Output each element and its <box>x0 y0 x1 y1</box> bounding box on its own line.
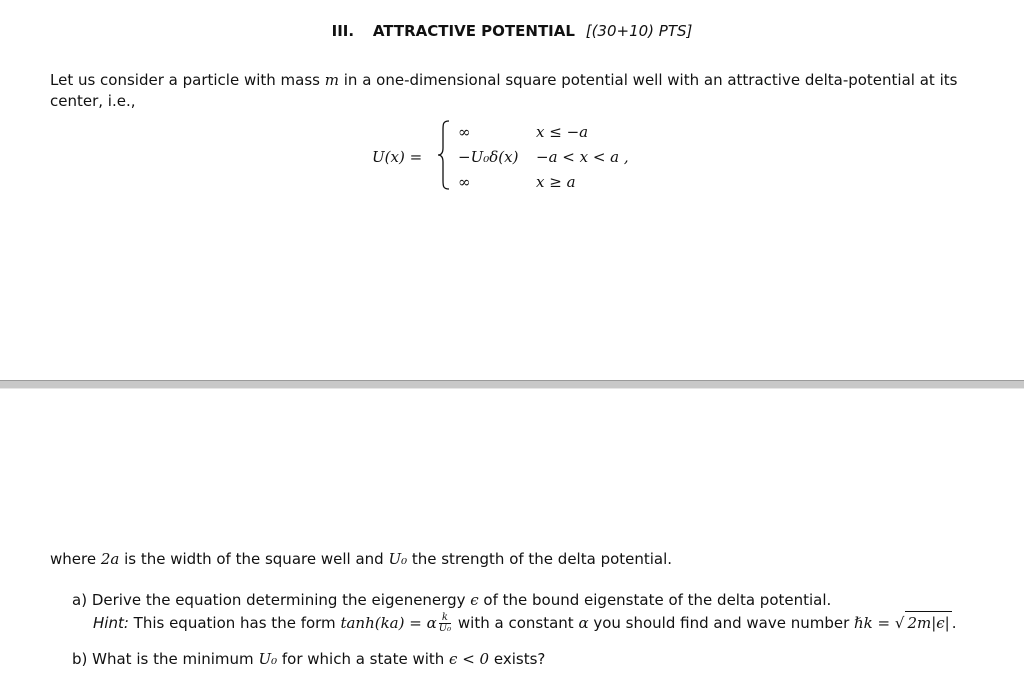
question-a <box>72 589 957 634</box>
question-label: a) <box>72 591 88 609</box>
strength-variable: U₀ <box>388 550 408 568</box>
hint-equation: tanh(ka) = α <box>340 614 437 632</box>
fraction-denominator: U₀ <box>438 623 452 634</box>
page-divider <box>0 380 1024 389</box>
sqrt-argument: 2m|ϵ| <box>905 611 951 634</box>
equation-row <box>458 123 589 141</box>
potential-equation <box>372 118 672 196</box>
section-points: [(30+10) PTS] <box>585 22 693 40</box>
mass-variable: m <box>324 71 339 89</box>
desc-text: where <box>50 550 101 568</box>
hint-label: Hint: <box>93 614 129 632</box>
equation-lhs: U(x) = <box>372 148 423 166</box>
fraction-numerator: k <box>439 613 451 624</box>
energy-condition: ϵ < 0 <box>449 650 490 668</box>
wave-number-equation: ℏk = <box>854 614 891 632</box>
intro-paragraph <box>50 70 980 112</box>
alpha-symbol: α <box>578 614 589 632</box>
row-value: −U₀δ(x) <box>458 148 519 166</box>
question-b <box>72 650 545 668</box>
row-condition: −a < x < a , <box>536 148 629 166</box>
description-paragraph <box>50 550 672 568</box>
sqrt-sign: √ <box>894 614 905 632</box>
hint-text: This equation has the form <box>128 614 341 632</box>
question-text: Derive the equation determining the eigenenergy <box>91 591 471 609</box>
question-text: What is the minimum <box>92 650 259 668</box>
row-value: ∞ <box>458 123 471 141</box>
question-text: for which a state with <box>277 650 450 668</box>
intro-text-start: Let us consider a particle with mass <box>50 71 325 89</box>
section-number: III. <box>331 22 355 40</box>
question-text: exists? <box>489 650 546 668</box>
row-value: ∞ <box>458 173 471 191</box>
intro-text-end: in a one-dimensional square potential well with an attractive delta-potential at its center, i.e., <box>50 71 958 110</box>
hint-text: you should find and wave number <box>588 614 855 632</box>
question-a-line <box>72 589 957 611</box>
hint-line <box>72 611 957 634</box>
u0-variable: U₀ <box>258 650 278 668</box>
section-heading <box>0 22 1024 40</box>
desc-text: the strength of the delta potential. <box>407 550 673 568</box>
width-variable: 2a <box>100 550 120 568</box>
section-title: ATTRACTIVE POTENTIAL <box>372 22 575 40</box>
row-condition: x ≤ −a <box>536 123 589 141</box>
desc-text: is the width of the square well and <box>119 550 389 568</box>
epsilon-symbol: ϵ <box>470 591 479 609</box>
hint-text: with a constant <box>453 614 579 632</box>
question-text: of the bound eigenstate of the delta potential. <box>478 591 832 609</box>
row-condition: x ≥ a <box>536 173 576 191</box>
equation-row <box>458 148 629 166</box>
fraction <box>439 613 451 634</box>
left-brace <box>437 120 451 190</box>
hint-end: . <box>951 614 957 632</box>
question-label: b) <box>72 650 88 668</box>
equation-row <box>458 173 576 191</box>
